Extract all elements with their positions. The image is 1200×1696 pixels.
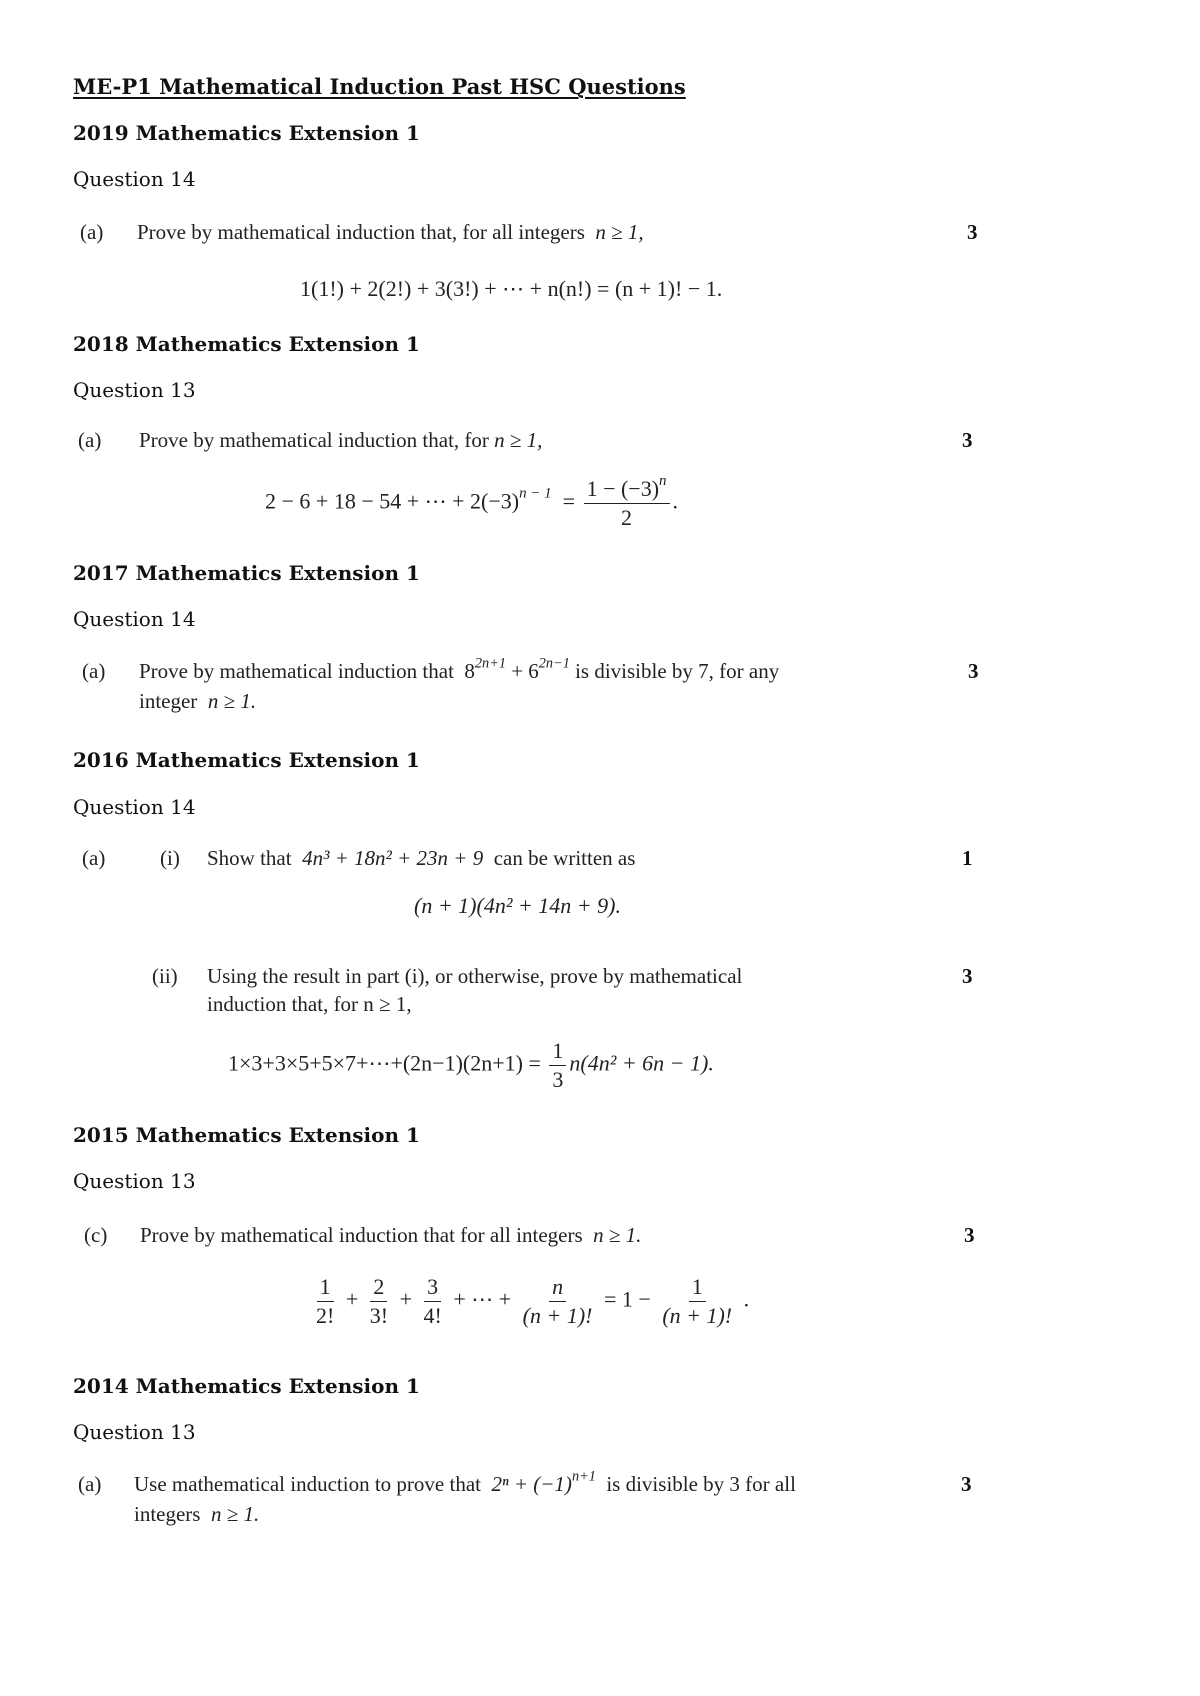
subpart-label-2016-i: (i) [160, 846, 180, 870]
question-text-2018: Prove by mathematical induction that, for n ≥ 1, [139, 428, 543, 452]
fraction-2018: $\frac{1 - (-3)^n}{2}$ [584, 477, 670, 530]
question-number-2017: Question 14 [73, 607, 196, 631]
section-year-2017: 2017 Mathematics Extension 1 [73, 561, 420, 585]
question-text-2014-line2: integers n ≥ 1. [134, 1502, 260, 1526]
part-label-2015: (c) [84, 1223, 108, 1247]
question-number-2014: Question 13 [73, 1420, 196, 1444]
question-text-2014: Use mathematical induction to prove that $2^n + (-1)^{n+1}$ is divisible by 3 for all [134, 1468, 796, 1496]
question-number-2016: Question 14 [73, 795, 196, 819]
question-text-2016-i: Show that 4n³ + 18n² + 23n + 9 can be written as [207, 846, 636, 870]
question-number-2019: Question 14 [73, 167, 196, 191]
question-text-2017-line2: integer n ≥ 1. [139, 689, 257, 713]
marks-2016-i: 1 [962, 846, 973, 870]
question-text-2016-ii-line2: induction that, for n ≥ 1, [207, 992, 412, 1016]
marks-2018: 3 [962, 428, 973, 452]
equation-2019: 1(1!) + 2(2!) + 3(3!) + ⋯ + n(n!) = (n + 1)! − 1. [300, 276, 723, 301]
section-year-2015: 2015 Mathematics Extension 1 [73, 1123, 420, 1147]
question-number-2018: Question 13 [73, 378, 196, 402]
part-label-2017: (a) [82, 659, 106, 683]
section-year-2014: 2014 Mathematics Extension 1 [73, 1374, 420, 1398]
section-year-2018: 2018 Mathematics Extension 1 [73, 332, 420, 356]
question-text-2016-ii-line1: Using the result in part (i), or otherwise, prove by mathematical [207, 964, 743, 988]
part-label-2018: (a) [78, 428, 102, 452]
marks-2014: 3 [961, 1472, 972, 1496]
marks-2017: 3 [968, 659, 979, 683]
marks-2015: 3 [964, 1223, 975, 1247]
equation-2018: 2 − 6 + 18 − 54 + ⋯ + $2(-3)^{n - 1}$ = $\frac{1 - (-3)^n}{2}$ . [265, 472, 679, 531]
question-number-2015: Question 13 [73, 1169, 196, 1193]
equation-2016-i: (n + 1)(4n² + 14n + 9). [414, 893, 621, 918]
question-text-2019: Prove by mathematical induction that, for all integers n ≥ 1, [137, 220, 644, 244]
part-label-2014: (a) [78, 1472, 102, 1496]
question-text-2017: Prove by mathematical induction that $8^{2n+1} + 6^{2n-1}$ is divisible by 7, for any [139, 655, 780, 683]
equation-2016-ii: 1×3+3×5+5×7+⋯+(2n−1)(2n+1) = $\frac{1}{3}$ n(4n² + 6n − 1). [228, 1038, 714, 1093]
marks-2019: 3 [967, 220, 978, 244]
section-year-2016: 2016 Mathematics Extension 1 [73, 748, 420, 772]
marks-2016-ii: 3 [962, 964, 973, 988]
equation-2015: $\frac{1}{2!}$ + $\frac{2}{3!}$ + $\frac{3}{4!}$ + ⋯ + $\frac{n}{(n + 1)!}$ = 1 − $\frac{1}{(n + 1)!}$ . [316, 1274, 750, 1329]
part-label-2019: (a) [80, 220, 104, 244]
part-label-2016: (a) [82, 846, 106, 870]
fraction-one-third: $\frac{1}{3}$ [549, 1039, 566, 1092]
section-year-2019: 2019 Mathematics Extension 1 [73, 121, 420, 145]
question-text-2015: Prove by mathematical induction that for all integers n ≥ 1. [140, 1223, 642, 1247]
subpart-label-2016-ii: (ii) [152, 964, 178, 988]
page-title: ME-P1 Mathematical Induction Past HSC Questions [73, 74, 686, 99]
